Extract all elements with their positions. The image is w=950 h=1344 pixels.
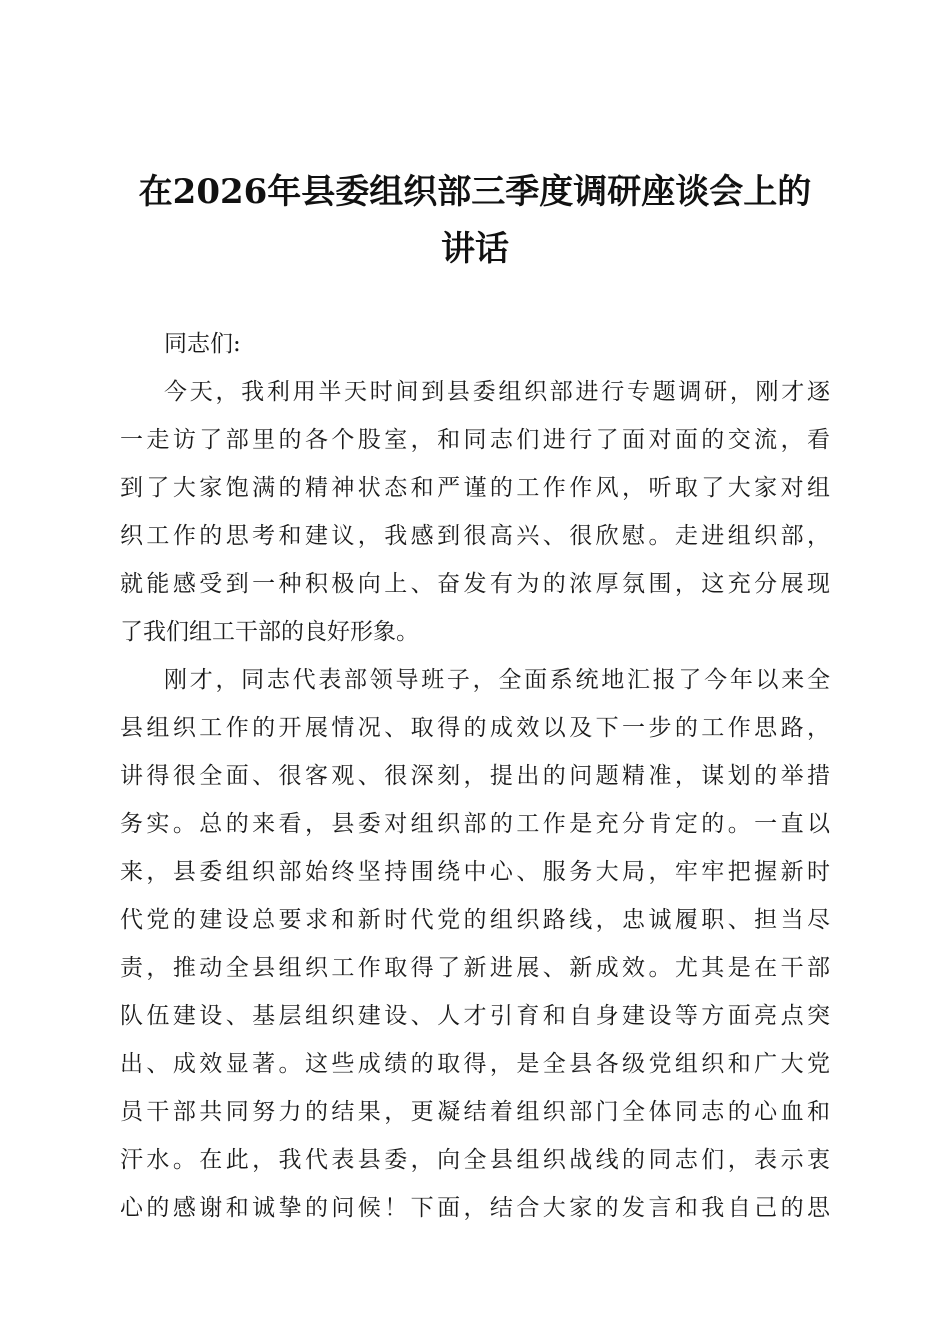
text-line: 务实。总的来看，县委对组织部的工作是充分肯定的。一直以 <box>120 811 830 837</box>
text-line: 出、成效显著。这些成绩的取得，是全县各级党组织和广大党 <box>120 1051 830 1077</box>
title-line-1: 在2026年县委组织部三季度调研座谈会上的 <box>138 172 812 212</box>
text-line: 就能感受到一种积极向上、奋发有为的浓厚氛围，这充分展现 <box>120 571 830 597</box>
text-line: 员干部共同努力的结果，更凝结着组织部门全体同志的心血和 <box>120 1099 830 1125</box>
document-title <box>120 164 830 278</box>
text-line: 县组织工作的开展情况、取得的成效以及下一步的工作思路， <box>120 715 830 741</box>
text-line: 到了大家饱满的精神状态和严谨的工作作风，听取了大家对组 <box>120 475 830 501</box>
text-line: 刚才，同志代表部领导班子，全面系统地汇报了今年以来全 <box>164 667 830 693</box>
document-body <box>120 320 830 1232</box>
title-line-2: 讲话 <box>441 229 509 269</box>
text-line: 队伍建设、基层组织建设、人才引育和自身建设等方面亮点突 <box>120 1003 830 1029</box>
paragraph-1 <box>120 368 830 656</box>
paragraph-2 <box>120 656 830 1232</box>
text-line: 汗水。在此，我代表县委，向全县组织战线的同志们，表示衷 <box>120 1147 830 1173</box>
salutation: 同志们: <box>164 331 241 357</box>
text-line: 织工作的思考和建议，我感到很高兴、很欣慰。走进组织部， <box>120 523 830 549</box>
text-line: 讲得很全面、很客观、很深刻，提出的问题精准，谋划的举措 <box>120 763 830 789</box>
text-line: 了我们组工干部的良好形象。 <box>120 619 419 645</box>
text-line: 代党的建设总要求和新时代党的组织路线，忠诚履职、担当尽 <box>120 907 830 933</box>
text-line: 来，县委组织部始终坚持围绕中心、服务大局，牢牢把握新时 <box>120 859 830 885</box>
text-line: 今天，我利用半天时间到县委组织部进行专题调研，刚才逐 <box>164 379 830 405</box>
text-line: 一走访了部里的各个股室，和同志们进行了面对面的交流，看 <box>120 427 830 453</box>
text-line: 心的感谢和诚挚的问候！下面，结合大家的发言和我自己的思 <box>120 1195 830 1221</box>
text-line: 责，推动全县组织工作取得了新进展、新成效。尤其是在干部 <box>120 955 830 981</box>
